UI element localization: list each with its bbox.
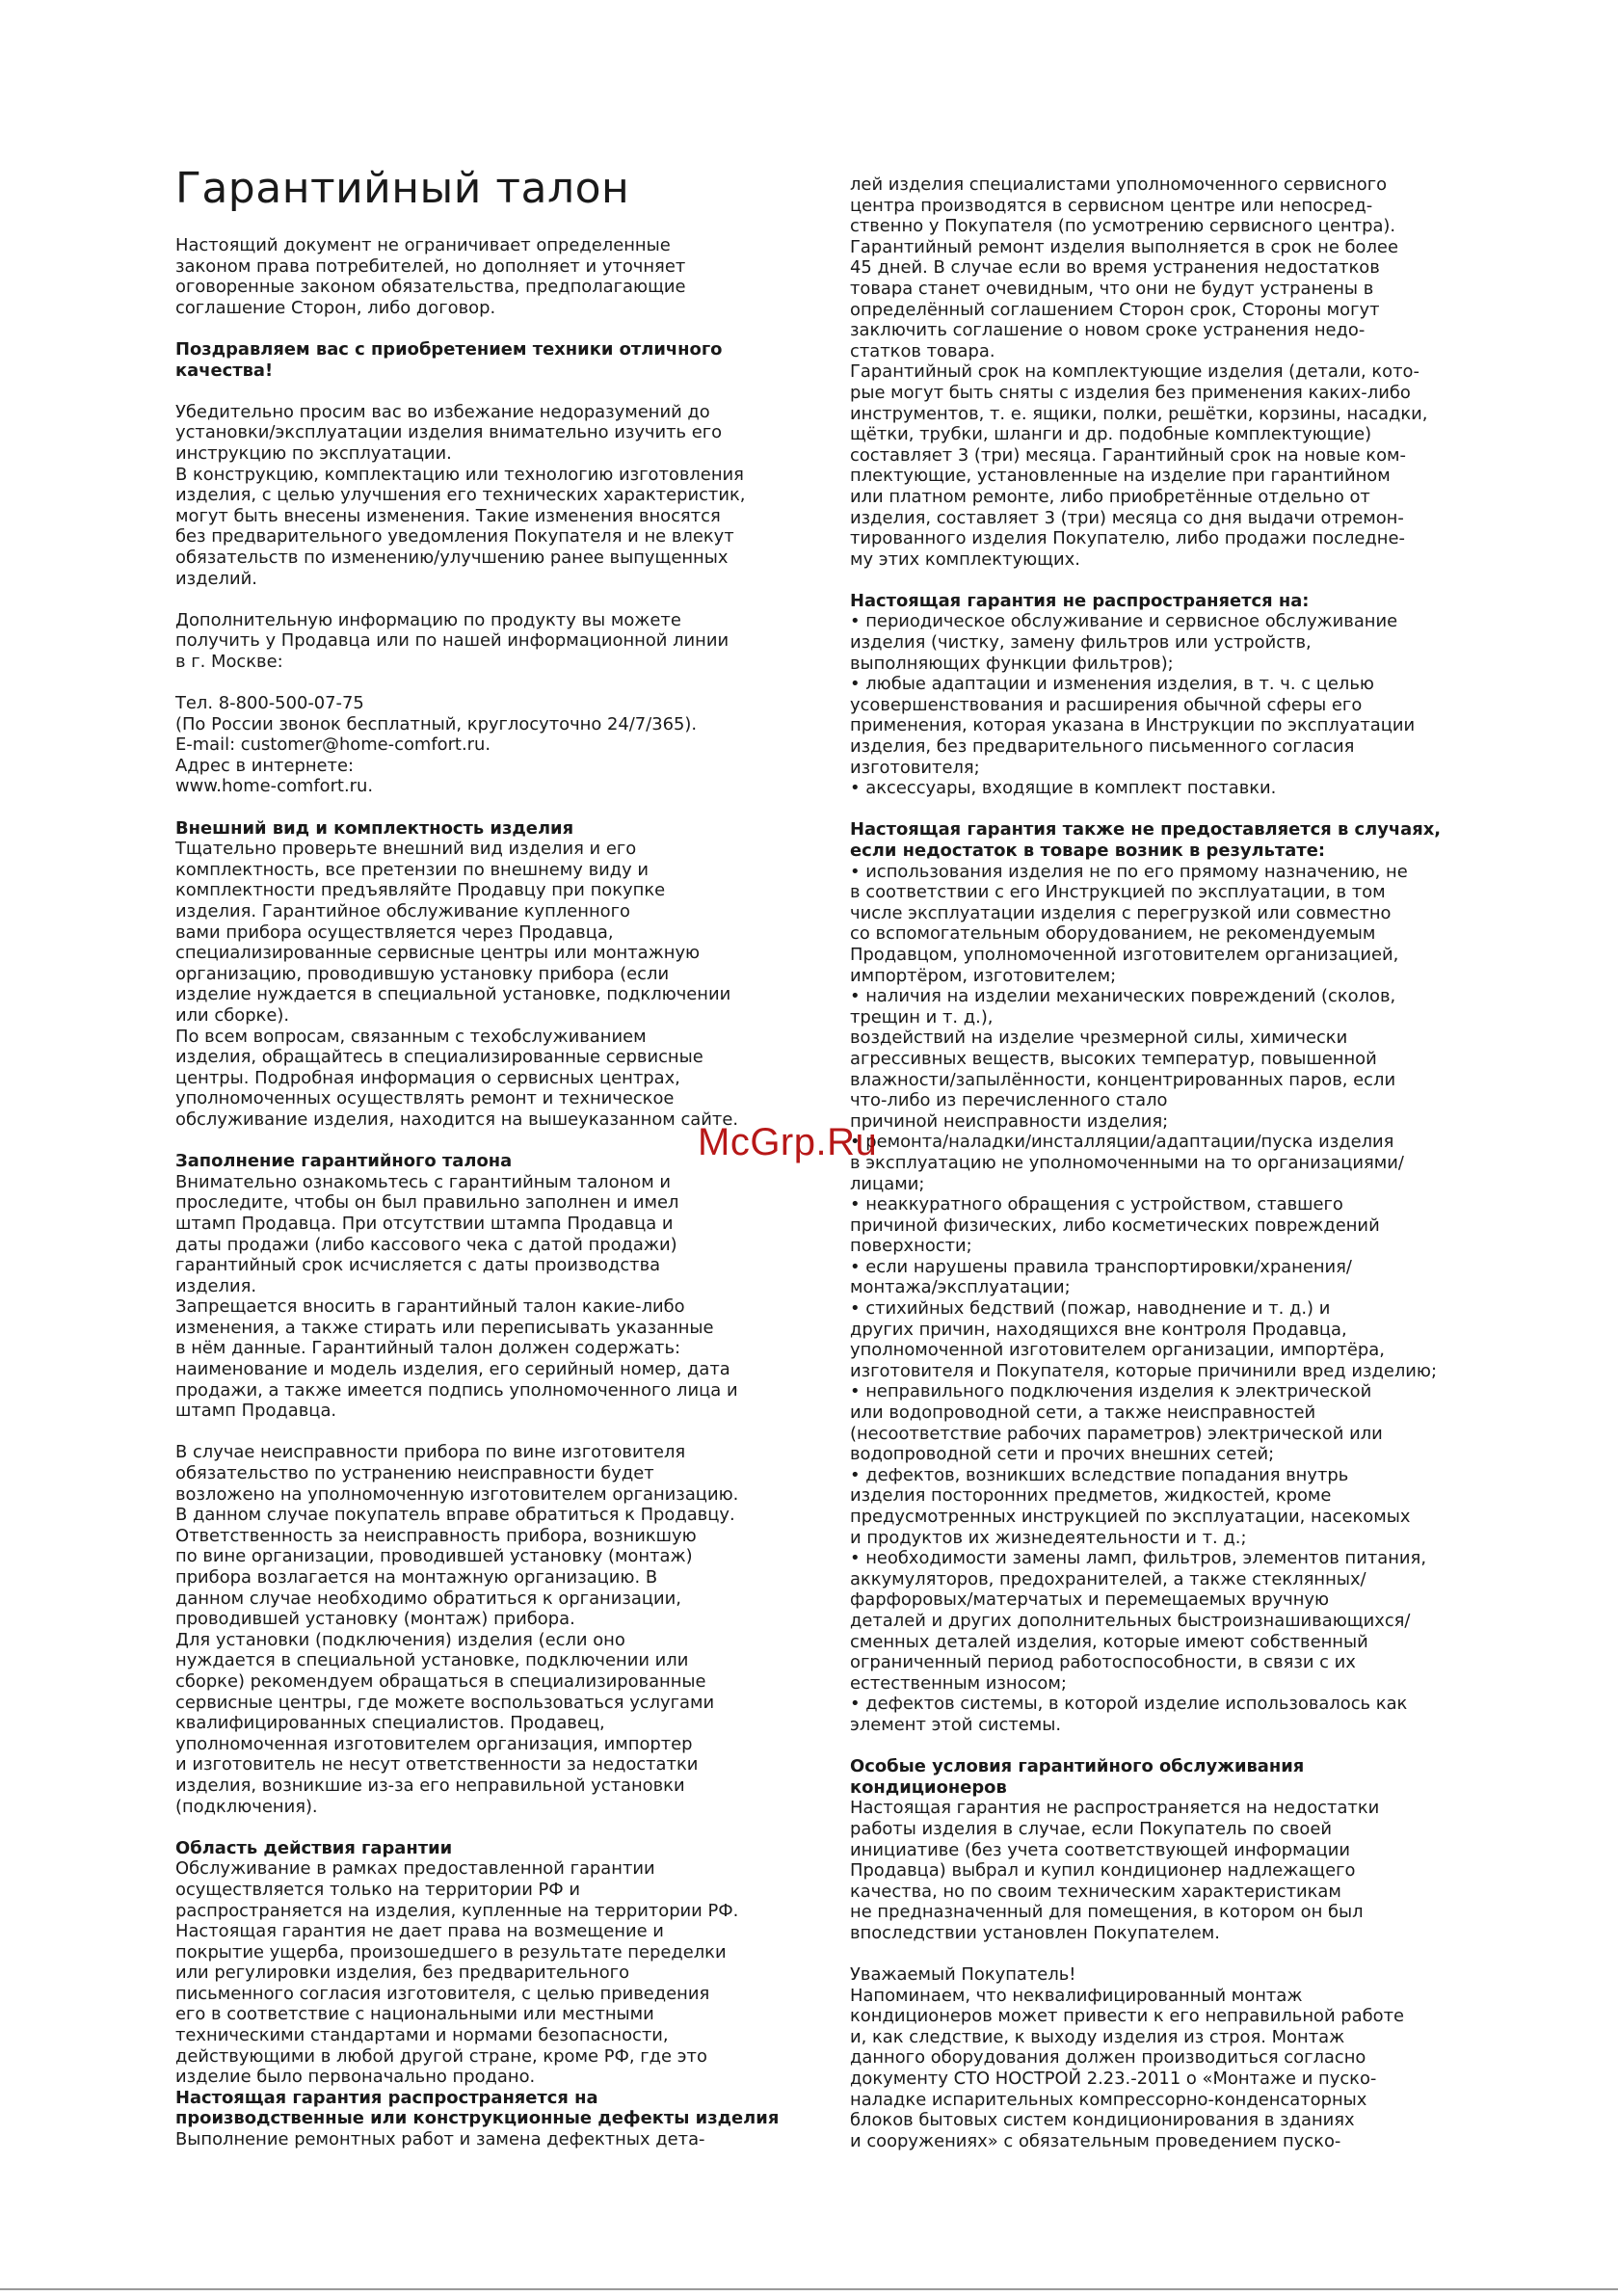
text-line: товара станет очевидным, что они не будут устранены в: [850, 278, 1374, 299]
text-line: • дефектов, возникших вследствие попадания внутрь: [850, 1464, 1349, 1485]
text-line: • периодическое обслуживание и сервисное обслуживание: [850, 611, 1398, 632]
text-line: кондиционеров может привести к его неправильной работе: [850, 2006, 1404, 2027]
text-line: оговоренные законом обязательства, предполагающие: [175, 277, 686, 298]
text-line: уполномоченных осуществлять ремонт и техническое: [175, 1088, 675, 1109]
text-line: изделия.: [175, 1275, 257, 1296]
text-line: статков товара.: [850, 340, 995, 361]
section-heading-line: Настоящая гарантия распространяется на: [175, 2087, 598, 2108]
text-line: • любые адаптации и изменения изделия, в т. ч. с целью: [850, 674, 1374, 695]
text-line: [175, 589, 831, 610]
text-line: [175, 381, 831, 402]
text-line: 45 дней. В случае если во время устранения недостатков: [850, 257, 1380, 279]
text-line: трещин и т. д.),: [850, 1006, 994, 1028]
text-line: Настоящая гарантия не распространяется на недостатки: [850, 1798, 1380, 1819]
text-line: причиной неисправности изделия;: [850, 1110, 1169, 1132]
text-line: Обслуживание в рамках предоставленной гарантии: [175, 1858, 655, 1880]
left-column: [175, 235, 831, 2150]
text-line: в г. Москве:: [175, 651, 283, 672]
text-line: В данном случае покупатель вправе обратиться к Продавцу.: [175, 1505, 735, 1526]
text-line: что-либо из перечисленного стало: [850, 1090, 1168, 1111]
text-line: штамп Продавца.: [175, 1401, 337, 1422]
section-heading-line: Особые условия гарантийного обслуживания: [850, 1756, 1305, 1777]
text-line: (По России звонок бесплатный, круглосуточно 24/7/365).: [175, 713, 698, 734]
text-line: центра производятся в сервисном центре или непосред-: [850, 195, 1373, 216]
text-line: данном случае необходимо обратиться к организации,: [175, 1588, 681, 1609]
text-line: распространяется на изделия, купленные на территории РФ.: [175, 1900, 739, 1921]
text-line: качества, но по своим техническим характеристикам: [850, 1881, 1341, 1902]
text-line: изготовителя и Покупателя, которые причинили вред изделию;: [850, 1360, 1437, 1381]
text-line: Для установки (подключения) изделия (если оно: [175, 1629, 625, 1650]
text-line: сборке) рекомендуем обращаться в специализированные: [175, 1670, 706, 1692]
text-line: [850, 1943, 1505, 1964]
text-line: фарфоровых/матерчатых и перемещаемых вручную: [850, 1589, 1330, 1611]
text-line: изделия (чистку, замену фильтров или устройств,: [850, 632, 1312, 654]
text-line: в эксплуатацию не уполномоченными на то организациями/: [850, 1152, 1404, 1173]
text-line: • использования изделия не по его прямому назначению, не: [850, 861, 1408, 882]
text-line: инициативе (без учета соответствующей информации: [850, 1839, 1351, 1860]
text-line: покрытие ущерба, произошедшего в результате переделки: [175, 1941, 727, 1962]
text-line: по вине организации, проводившей установку (монтаж): [175, 1546, 693, 1567]
text-line: агрессивных веществ, высоких температур, повышенной: [850, 1048, 1377, 1069]
text-line: проследите, чтобы он был правильно заполнен и имел: [175, 1192, 679, 1214]
text-line: Уважаемый Покупатель!: [850, 1964, 1076, 1986]
text-line: [175, 318, 831, 339]
text-line: изделие было первоначально продано.: [175, 2067, 536, 2088]
text-line: Внимательно ознакомьтесь с гарантийным талоном и: [175, 1171, 672, 1192]
text-line: прибора возлагается на монтажную организацию. В: [175, 1567, 658, 1588]
text-line: Тел. 8-800-500-07-75: [175, 693, 364, 714]
section-heading-line: Настоящая гарантия также не предоставляется в случаях,: [850, 819, 1442, 841]
text-line: • стихийных бедствий (пожар, наводнение и т. д.) и: [850, 1298, 1331, 1320]
text-line: техническими стандартами и нормами безопасности,: [175, 2025, 669, 2046]
text-line: законом права потребителей, но дополняет и уточняет: [175, 255, 686, 277]
text-line: изделия, с целью улучшения его технических характеристик,: [175, 485, 746, 506]
text-line: и сооружениях» с обязательным проведением пуско-: [850, 2130, 1341, 2151]
text-line: впоследствии установлен Покупателем.: [850, 1922, 1220, 1943]
text-line: воздействий на изделие чрезмерной силы, химически: [850, 1028, 1348, 1049]
text-line: • наличия на изделии механических повреждений (сколов,: [850, 986, 1396, 1007]
text-line: в нём данные. Гарантийный талон должен содержать:: [175, 1338, 681, 1359]
text-line: монтажа/эксплуатации;: [850, 1277, 1071, 1298]
text-line: Настоящая гарантия не дает права на возмещение и: [175, 1921, 664, 1942]
text-line: изделия, составляет 3 (три) месяца со дня выдачи отремон-: [850, 507, 1404, 528]
text-line: рые могут быть сняты с изделия без применения каких-либо: [850, 382, 1411, 403]
text-line: возложено на уполномоченную изготовителем организацию.: [175, 1483, 739, 1505]
text-line: ственно у Покупателя (по усмотрению сервисного центра).: [850, 216, 1396, 237]
text-line: тированного изделия Покупателю, либо продажи последне-: [850, 528, 1405, 549]
section-heading-line: Поздравляем вас с приобретением техники отличного: [175, 338, 723, 360]
text-line: наименование и модель изделия, его серийный номер, дата: [175, 1359, 730, 1380]
text-line: щётки, трубки, шланги и др. подобные комплектующие): [850, 424, 1372, 445]
text-line: Продавца) выбрал и купил кондиционер надлежащего: [850, 1860, 1356, 1882]
text-line: гарантийный срок исчисляется с даты производства: [175, 1255, 661, 1276]
text-line: уполномоченная изготовителем организация, импортер: [175, 1733, 693, 1754]
text-line: www.home-comfort.ru.: [175, 776, 374, 797]
text-line: других причин, находящихся вне контроля Продавца,: [850, 1319, 1347, 1340]
text-line: • дефектов системы, в которой изделие использовалось как: [850, 1694, 1408, 1715]
text-line: Напоминаем, что неквалифицированный монтаж: [850, 1985, 1303, 2006]
text-line: изделия, возникшие из-за его неправильной установки: [175, 1775, 685, 1796]
watermark: McGrp.Ru: [698, 1121, 878, 1163]
bottom-divider: [0, 2288, 1618, 2290]
text-line: комплектности предъявляйте Продавцу при покупке: [175, 880, 666, 901]
text-line: даты продажи (либо кассового чека с датой продажи): [175, 1234, 677, 1255]
section-heading-line: Настоящая гарантия не распространяется на:: [850, 590, 1310, 611]
text-line: и изготовитель не несут ответственности за недостатки: [175, 1754, 699, 1775]
text-line: • необходимости замены ламп, фильтров, элементов питания,: [850, 1548, 1427, 1569]
text-line: причиной физических, либо косметических повреждений: [850, 1215, 1380, 1236]
text-line: работы изделия в случае, если Покупатель по своей: [850, 1818, 1332, 1839]
text-line: квалифицированных специалистов. Продавец,: [175, 1713, 605, 1734]
text-line: ограниченный период работоспособности, в связи с их: [850, 1652, 1356, 1673]
text-line: Тщательно проверьте внешний вид изделия и его: [175, 839, 637, 860]
text-line: инструкцию по эксплуатации.: [175, 442, 452, 464]
text-line: импортёром, изготовителем;: [850, 965, 1117, 986]
text-line: вами прибора осуществляется через Продавца,: [175, 921, 614, 943]
section-heading-line: кондиционеров: [850, 1776, 1007, 1798]
text-line: сервисные центры, где можете воспользоваться услугами: [175, 1692, 715, 1713]
text-line: обязательств по изменению/улучшению ранее выпущенных: [175, 547, 729, 568]
text-line: составляет 3 (три) месяца. Гарантийный срок на новые ком-: [850, 444, 1406, 466]
text-line: обслуживание изделия, находится на вышеуказанном сайте.: [175, 1108, 739, 1130]
text-line: установки/эксплуатации изделия внимательно изучить его: [175, 422, 723, 443]
text-line: [850, 1736, 1505, 1757]
text-line: заключить соглашение о новом сроке устранения недо-: [850, 320, 1366, 341]
text-line: продажи, а также имеется подпись уполномоченного лица и: [175, 1379, 738, 1401]
text-line: • ремонта/наладки/инсталляции/адаптации/пуска изделия: [850, 1132, 1394, 1153]
text-line: [175, 797, 831, 818]
text-line: специализированные сервисные центры или монтажную: [175, 943, 701, 964]
text-line: выполняющих функции фильтров);: [850, 653, 1174, 674]
text-line: По всем вопросам, связанным с техобслуживанием: [175, 1026, 647, 1047]
section-heading-line: Внешний вид и комплектность изделия: [175, 817, 574, 839]
text-line: Дополнительную информацию по продукту вы можете: [175, 609, 681, 630]
text-line: получить у Продавца или по нашей информационной линии: [175, 630, 729, 652]
text-line: соглашение Сторон, либо договор.: [175, 297, 496, 318]
text-line: Адрес в интернете:: [175, 755, 354, 776]
text-line: изделия, обращайтесь в специализированные сервисные: [175, 1047, 703, 1068]
text-line: нуждается в специальной установке, подключении или: [175, 1650, 689, 1671]
text-line: комплектность, все претензии по внешнему виду и: [175, 859, 650, 880]
text-line: Ответственность за неисправность прибора, возникшую: [175, 1525, 697, 1546]
text-line: му этих комплектующих.: [850, 548, 1080, 570]
text-line: деталей и других дополнительных быстроизнашивающихся/: [850, 1610, 1411, 1631]
text-line: блоков бытовых систем кондиционирования в зданиях: [850, 2110, 1355, 2131]
text-line: не предназначенный для помещения, в котором он был: [850, 1902, 1364, 1923]
text-line: со вспомогательным оборудованием, не рекомендуемым: [850, 923, 1376, 945]
text-line: влажности/запылённости, концентрированных паров, если: [850, 1069, 1396, 1090]
text-line: без предварительного уведомления Покупателя и не влекут: [175, 526, 734, 547]
section-heading-line: производственные или конструкционные дефекты изделия: [175, 2108, 780, 2129]
text-line: • аксессуары, входящие в комплект поставки.: [850, 778, 1277, 799]
text-line: и, как следствие, к выходу изделия из строя. Монтаж: [850, 2026, 1345, 2047]
text-line: организацию, проводившую установку прибора (если: [175, 963, 670, 984]
text-line: изделий.: [175, 568, 257, 589]
text-line: обязательство по устранению неисправности будет: [175, 1463, 654, 1484]
text-line: (несоответствие рабочих параметров) электрической или: [850, 1423, 1383, 1444]
text-line: В случае неисправности прибора по вине изготовителя: [175, 1442, 686, 1463]
text-line: Запрещается вносить в гарантийный талон какие-либо: [175, 1296, 685, 1318]
text-line: Настоящий документ не ограничивает определенные: [175, 235, 671, 255]
right-column: [850, 174, 1505, 2151]
text-line: или платном ремонте, либо приобретённые отдельно от: [850, 486, 1370, 507]
text-line: в соответствии с его Инструкцией по эксплуатации, в том: [850, 882, 1386, 903]
section-heading-line: Область действия гарантии: [175, 1837, 453, 1858]
text-line: осуществляется только на территории РФ и: [175, 1879, 581, 1900]
text-line: изделия, без предварительного письменного согласия: [850, 736, 1355, 758]
text-line: [175, 1817, 831, 1838]
section-heading-line: если недостаток в товаре возник в результате:: [850, 841, 1326, 861]
text-line: [175, 672, 831, 693]
text-line: изделия. Гарантийное обслуживание купленного: [175, 901, 630, 921]
text-line: В конструкцию, комплектацию или технологию изготовления: [175, 464, 744, 485]
text-line: изделие нуждается в специальной установке, подключении: [175, 984, 731, 1005]
text-line: Гарантийный ремонт изделия выполняется в срок не более: [850, 236, 1398, 257]
text-line: и продуктов их жизнедеятельности и т. д.;: [850, 1527, 1247, 1548]
text-line: сменных деталей изделия, которые имеют собственный: [850, 1631, 1368, 1652]
text-line: действующими в любой другой стране, кроме РФ, где это: [175, 2045, 707, 2067]
section-heading-line: качества!: [175, 360, 274, 381]
text-line: плектующие, установленные на изделие при гарантийном: [850, 466, 1391, 487]
text-line: • неаккуратного обращения с устройством, ставшего: [850, 1194, 1343, 1215]
page-title: Гарантийный талон: [175, 164, 630, 213]
text-line: могут быть внесены изменения. Такие изменения вносятся: [175, 505, 721, 526]
text-line: • если нарушены правила транспортировки/хранения/: [850, 1256, 1352, 1277]
text-line: или водопроводной сети, а также неисправностей: [850, 1402, 1316, 1424]
text-line: или регулировки изделия, без предварительного: [175, 1962, 630, 1984]
text-line: наладке испарительных компрессорно-конденсаторных: [850, 2089, 1367, 2110]
text-line: применения, которая указана в Инструкции по эксплуатации: [850, 715, 1416, 736]
text-line: штамп Продавца. При отсутствии штампа Продавца и: [175, 1213, 674, 1234]
text-line: центры. Подробная информация о сервисных центрах,: [175, 1067, 680, 1088]
text-line: [850, 570, 1505, 591]
text-line: инструментов, т. е. ящики, полки, решётки, корзины, насадки,: [850, 403, 1428, 424]
text-line: Гарантийный срок на комплектующие изделия (детали, кото-: [850, 361, 1419, 383]
text-line: [850, 799, 1505, 820]
text-line: усовершенствования и расширения обычной сферы его: [850, 694, 1363, 715]
text-line: проводившей установку (монтаж) прибора.: [175, 1609, 575, 1630]
text-line: аккумуляторов, предохранителей, а также стеклянных/: [850, 1568, 1366, 1589]
text-line: письменного согласия изготовителя, с целью приведения: [175, 1983, 710, 2004]
text-line: изделия посторонних предметов, жидкостей, кроме: [850, 1485, 1332, 1507]
text-line: лей изделия специалистами уполномоченного сервисного: [850, 174, 1388, 195]
text-line: предусмотренных инструкцией по эксплуатации, насекомых: [850, 1507, 1411, 1527]
text-line: водопроводной сети и прочих внешних сетей;: [850, 1444, 1275, 1465]
text-line: его в соответствие с национальными или местными: [175, 2004, 654, 2025]
text-line: (подключения).: [175, 1796, 318, 1817]
text-line: элемент этой системы.: [850, 1714, 1062, 1735]
text-line: [175, 1422, 831, 1443]
text-line: документу СТО НОСТРОЙ 2.23.-2011 о «Монтаже и пуско-: [850, 2069, 1377, 2090]
text-line: лицами;: [850, 1173, 925, 1194]
text-line: числе эксплуатации изделия с перегрузкой или совместно: [850, 902, 1392, 923]
text-line: Продавцом, уполномоченной изготовителем организацией,: [850, 944, 1399, 965]
text-line: или сборке).: [175, 1004, 290, 1026]
text-line: поверхности;: [850, 1236, 972, 1257]
text-line: E-mail: customer@home-comfort.ru.: [175, 734, 491, 756]
text-line: данного оборудования должен производиться согласно: [850, 2047, 1366, 2069]
text-line: естественным износом;: [850, 1672, 1067, 1694]
text-line: определённый соглашением Сторон срок, Стороны могут: [850, 299, 1380, 320]
text-line: изготовителя;: [850, 757, 980, 778]
text-line: изменения, а также стирать или переписывать указанные: [175, 1317, 714, 1338]
text-line: Убедительно просим вас во избежание недоразумений до: [175, 401, 710, 422]
text-line: • неправильного подключения изделия к электрической: [850, 1381, 1372, 1402]
section-heading-line: Заполнение гарантийного талона: [175, 1151, 513, 1172]
text-line: Выполнение ремонтных работ и замена дефектных дета-: [175, 2129, 705, 2150]
text-line: уполномоченной изготовителем организации, импортёра,: [850, 1340, 1385, 1361]
